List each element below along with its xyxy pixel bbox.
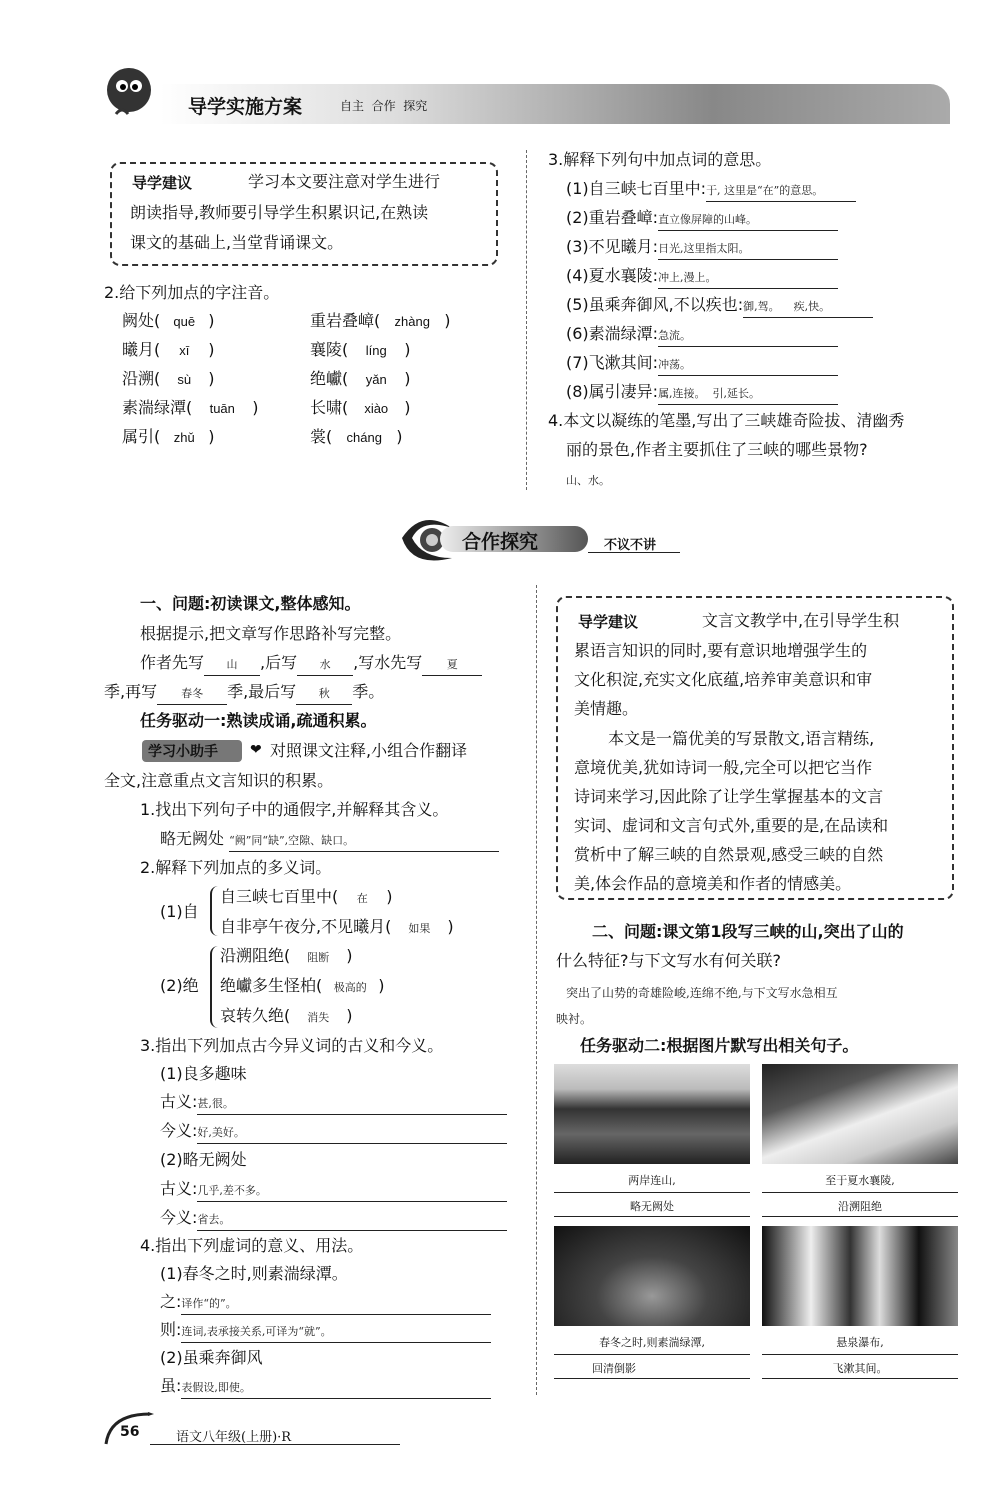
brace [210,886,218,936]
section-heading: 什么特征?与下文写水有何关联? [556,951,781,970]
guide-label-2: 导学建议 [578,613,639,631]
task-heading: 任务驱动二:根据图片默写出相关句子。 [580,1036,859,1055]
guide-text: 文言文教学中,在引导学生积 [702,611,900,630]
fill-blank-line: 季,再写 春冬 季,最后写 秋 季。 [104,682,384,705]
sub-question-item: 略无阙处 “阙”同“缺”,空隙、缺口。 [160,829,499,852]
caption-line [554,1192,750,1193]
guide-text: 诗词来学习,因此除了让学生掌握基本的文言 [574,787,884,806]
guide-label-1: 导学建议 [132,174,193,192]
header-subtitle: 自主 合作 探究 [340,99,428,113]
question-4: 丽的景色,作者主要抓住了三峡的哪些景物? [566,440,868,459]
photo-gorge [554,1064,750,1164]
polysemy-label: (1)自 [160,902,199,921]
pinyin-item: 裳( cháng ) [310,427,403,446]
explain-item: (8)属引凄异:属,连接。 引,延长。 [566,382,838,405]
question-title: 2.给下列加点的字注音。 [104,283,280,302]
answer-text: 映衬。 [556,1012,593,1026]
photo-caption: 沿溯阻绝 [838,1200,882,1213]
pinyin-item: 重岩叠嶂( zhàng ) [310,311,451,330]
guide-text: 实词、虚词和文言句式外,重要的是,在品读和 [574,816,889,835]
guide-text: 美情趣。 [574,699,639,718]
question-4: 4.本文以凝练的笔墨,写出了三峡雄奇险拔、清幽秀 [548,411,905,430]
sub-question-item: (1)良多趣味 [160,1064,247,1083]
photo-waterfall [762,1226,958,1326]
pinyin-item: 属引( zhǔ ) [122,427,215,446]
guide-text: 文化积淀,充实文化底蕴,培养审美意识和审 [574,670,873,689]
question-title: 3.解释下列句中加点词的意思。 [548,150,772,169]
pinyin-item: 绝巘( yǎn ) [310,369,411,388]
mascot-icon [96,62,158,124]
gu-yi: 古义:几乎,差不多。 [160,1179,507,1202]
photo-caption: 回清倒影 [592,1362,636,1375]
gu-yi: 古义:甚,很。 [160,1092,507,1115]
caption-line [762,1378,958,1379]
photo-caption: 飞漱其间。 [832,1362,888,1375]
guide-text: 课文的基础上,当堂背诵课文。 [130,233,344,252]
photo-flood [762,1064,958,1164]
pinyin-item: 襄陵( líng ) [310,340,411,359]
guide-text: 学习本文要注意对学生进行 [248,172,441,191]
sub-question-item: (1)春冬之时,则素湍绿潭。 [160,1264,348,1283]
polysemy-item: 绝巘多生怪柏( 极高的 ) [220,976,385,995]
polysemy-item: 自三峡七百里中( 在 ) [220,887,393,906]
heart-icon: ❤ [250,742,262,758]
photo-caption: 至于夏水襄陵, [825,1174,895,1187]
pinyin-item: 沿溯( sù ) [122,369,215,388]
helper-text: 全文,注意重点文言知识的积累。 [104,771,334,790]
explain-item: (6)素湍绿潭:急流。 [566,324,838,347]
pinyin-item: 曦月( xī ) [122,340,215,359]
guide-text: 赏析中了解三峡的自然景观,感受三峡的自然 [574,845,884,864]
polysemy-label: (2)绝 [160,976,199,995]
explain-item: (7)飞漱其间:冲荡。 [566,353,838,376]
sub-question: 2.解释下列加点的多义词。 [140,858,332,877]
function-word: 则:连词,表承接关系,可译为“就”。 [160,1320,491,1343]
guide-text: 累语言知识的同时,要有意识地增强学生的 [574,641,868,660]
photo-caption: 春冬之时,则素湍绿潭, [599,1336,705,1349]
banner-underline [588,552,680,553]
photo-pool [554,1226,750,1326]
caption-line [554,1354,750,1355]
page-number: 56 [120,1424,140,1440]
guide-text: 本文是一篇优美的写景散文,语言精练, [608,729,875,748]
polysemy-item: 自非亭午夜分,不见曦月( 如果 ) [220,917,454,936]
explain-item: (1)自三峡七百里中:于, 这里是“在”的意思。 [566,179,856,202]
jin-yi: 今义:好,美好。 [160,1121,507,1144]
sub-question-item: (2)略无阙处 [160,1150,247,1169]
banner-title: 合作探究 [462,531,539,553]
banner-subtitle: 不议不讲 [604,538,657,553]
instruction: 根据提示,把文章写作思路补写完整。 [140,624,402,643]
header-title: 导学实施方案 [188,96,303,118]
sub-question: 4.指出下列虚词的意义、用法。 [140,1236,364,1255]
jin-yi: 今义:省去。 [160,1208,507,1231]
section-heading: 一、问题:初读课文,整体感知。 [140,594,361,613]
caption-line [762,1354,958,1355]
section-heading: 二、问题:课文第1段写三峡的山,突出了山的 [592,922,904,941]
footer-line [150,1444,400,1445]
explain-item: (4)夏水襄陵:冲上,漫上。 [566,266,838,289]
caption-line [762,1192,958,1193]
guide-text: 意境优美,犹如诗词一般,完全可以把它当作 [574,758,873,777]
answer-text: 突出了山势的奇雄险峻,连绵不绝,与下文写水急相互 [566,986,838,1000]
explain-item: (2)重岩叠嶂:直立像屏障的山峰。 [566,208,838,231]
explain-item: (3)不见曦月:日光,这里指太阳。 [566,237,838,260]
sub-question: 3.指出下列加点古今异义词的古义和今义。 [140,1036,444,1055]
photo-caption: 略无阙处 [630,1200,674,1213]
function-word: 之:译作“的”。 [160,1292,491,1315]
helper-label: 学习小助手 [148,744,218,760]
fill-blank-line: 作者先写 山 ,后写 水 ,写水先写 夏 [140,653,482,676]
brace [210,946,218,1028]
photo-caption: 悬泉瀑布, [836,1336,884,1349]
helper-text: 对照课文注释,小组合作翻译 [270,741,468,760]
task-heading: 任务驱动一:熟读成诵,疏通积累。 [140,711,377,730]
guide-text: 美,体会作品的意境美和作者的情感美。 [574,874,852,893]
function-word: 虽:表假设,即使。 [160,1376,491,1399]
photo-caption: 两岸连山, [628,1174,676,1187]
pinyin-item: 长啸( xiào ) [310,398,411,417]
guide-text: 朗读指导,教师要引导学生积累识记,在熟读 [130,203,429,222]
book-title: 语文八年级(上册)·R [176,1430,292,1445]
polysemy-item: 沿溯阻绝( 阻断 ) [220,946,353,965]
pinyin-item: 素湍绿潭( tuān ) [122,398,259,417]
sub-question-item: (2)虽乘奔御风 [160,1348,263,1367]
polysemy-item: 哀转久绝( 消失 ) [220,1006,353,1025]
pinyin-item: 阙处( quē ) [122,311,215,330]
caption-line [554,1378,750,1379]
caption-line [554,1216,750,1217]
column-divider [526,150,527,490]
sub-question: 1.找出下列句子中的通假字,并解释其含义。 [140,800,449,819]
column-divider [536,585,537,1395]
explain-item: (5)虽乘奔御风,不以疾也:御,驾。 疾,快。 [566,295,873,318]
caption-line [762,1216,958,1217]
answer-text: 山、水。 [566,474,610,487]
